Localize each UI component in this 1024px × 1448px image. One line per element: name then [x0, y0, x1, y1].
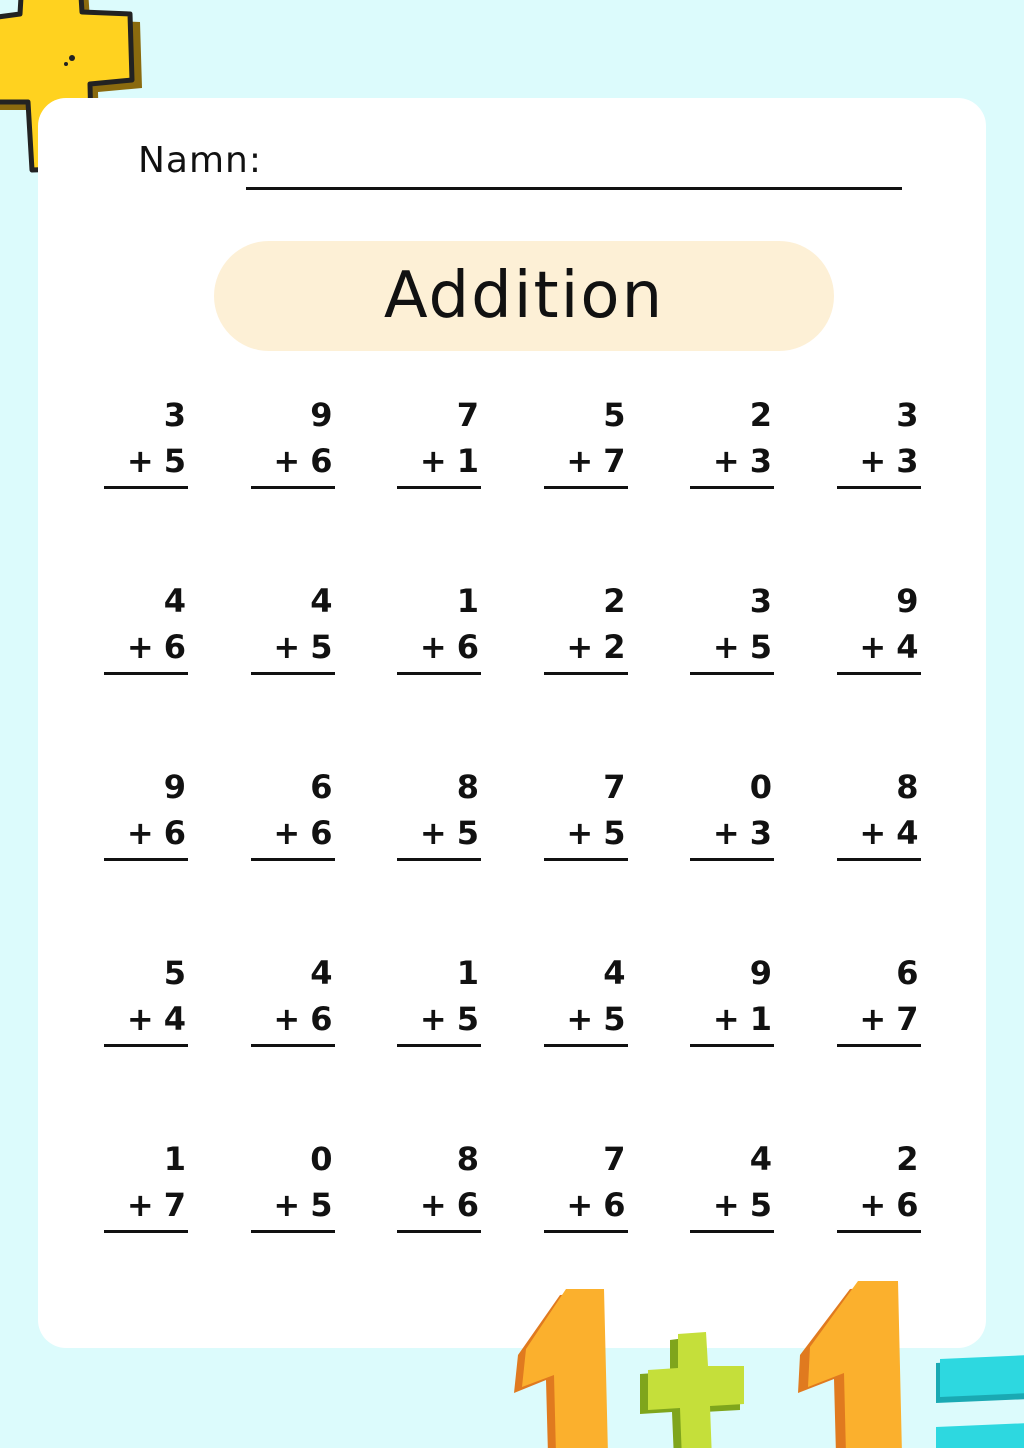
addition-problem [251, 950, 335, 1047]
answer-line[interactable] [544, 1044, 628, 1047]
answer-line[interactable] [837, 672, 921, 675]
answer-line[interactable] [251, 672, 335, 675]
plus-operator: + [566, 1000, 594, 1038]
plus-operator: + [566, 442, 594, 480]
plus-operator: + [126, 1186, 154, 1224]
first-addend: 6 [310, 768, 333, 806]
second-addend [690, 438, 774, 484]
addition-problem [544, 764, 628, 861]
first-addend: 9 [749, 954, 772, 992]
addend-value: 3 [749, 442, 772, 480]
addition-problem [544, 578, 628, 675]
plus-operator: + [859, 628, 887, 666]
addition-problem [251, 764, 335, 861]
addend-value: 5 [456, 1000, 479, 1038]
first-addend: 9 [896, 582, 919, 620]
addend-value: 4 [896, 628, 919, 666]
first-addend: 0 [749, 768, 772, 806]
first-addend: 7 [456, 396, 479, 434]
second-addend [544, 624, 628, 670]
first-addend: 6 [896, 954, 919, 992]
second-addend [544, 438, 628, 484]
first-addend: 4 [310, 954, 333, 992]
answer-line[interactable] [251, 1230, 335, 1233]
name-input-line[interactable] [246, 187, 902, 190]
second-addend [104, 624, 188, 670]
second-addend [837, 438, 921, 484]
answer-line[interactable] [837, 858, 921, 861]
second-addend [397, 810, 481, 856]
number-one-icon [790, 1275, 930, 1448]
addition-problem [690, 578, 774, 675]
addend-value: 6 [310, 1000, 333, 1038]
plus-operator: + [419, 442, 447, 480]
first-addend: 1 [456, 954, 479, 992]
second-addend [251, 1182, 335, 1228]
answer-line[interactable] [690, 858, 774, 861]
addition-problem [251, 392, 335, 489]
first-addend: 9 [310, 396, 333, 434]
title-banner [214, 241, 834, 351]
addition-problem [397, 578, 481, 675]
plus-operator: + [566, 814, 594, 852]
addend-value: 6 [603, 1186, 626, 1224]
addend-value: 5 [603, 814, 626, 852]
addend-value: 7 [163, 1186, 186, 1224]
second-addend [104, 996, 188, 1042]
addend-value: 5 [603, 1000, 626, 1038]
plus-operator: + [712, 1186, 740, 1224]
addition-problem [690, 392, 774, 489]
plus-operator: + [419, 814, 447, 852]
addend-value: 7 [603, 442, 626, 480]
first-addend: 8 [896, 768, 919, 806]
plus-operator: + [419, 1186, 447, 1224]
first-addend: 1 [456, 582, 479, 620]
plus-operator: + [126, 628, 154, 666]
first-addend: 2 [896, 1140, 919, 1178]
addend-value: 4 [163, 1000, 186, 1038]
addition-problem [544, 950, 628, 1047]
answer-line[interactable] [397, 672, 481, 675]
first-addend: 1 [163, 1140, 186, 1178]
second-addend [397, 624, 481, 670]
answer-line[interactable] [104, 672, 188, 675]
page-title: Addition [383, 259, 665, 333]
second-addend [104, 438, 188, 484]
first-addend: 4 [749, 1140, 772, 1178]
plus-operator: + [126, 442, 154, 480]
second-addend [104, 1182, 188, 1228]
addend-value: 5 [749, 1186, 772, 1224]
second-addend [251, 438, 335, 484]
first-addend: 8 [456, 768, 479, 806]
addition-problem [544, 1136, 628, 1233]
addend-value: 3 [749, 814, 772, 852]
addition-problem [690, 764, 774, 861]
second-addend [251, 810, 335, 856]
addition-problem [690, 1136, 774, 1233]
addend-value: 1 [456, 442, 479, 480]
name-row [138, 140, 262, 181]
answer-line[interactable] [544, 672, 628, 675]
second-addend [837, 996, 921, 1042]
addend-value: 4 [896, 814, 919, 852]
answer-line[interactable] [544, 486, 628, 489]
addition-problem [104, 764, 188, 861]
plus-operator: + [712, 442, 740, 480]
addend-value: 6 [310, 814, 333, 852]
answer-line[interactable] [397, 1044, 481, 1047]
addend-value: 7 [896, 1000, 919, 1038]
addition-problem [837, 578, 921, 675]
addition-problem [544, 392, 628, 489]
plus-operator: + [859, 814, 887, 852]
answer-line[interactable] [397, 486, 481, 489]
answer-line[interactable] [397, 1230, 481, 1233]
answer-line[interactable] [104, 486, 188, 489]
addend-value: 6 [456, 1186, 479, 1224]
answer-line[interactable] [690, 1230, 774, 1233]
name-label: Namn: [138, 140, 263, 181]
first-addend: 4 [163, 582, 186, 620]
answer-line[interactable] [104, 858, 188, 861]
second-addend [544, 996, 628, 1042]
second-addend [251, 624, 335, 670]
first-addend: 2 [749, 396, 772, 434]
addition-problem [397, 392, 481, 489]
first-addend: 7 [603, 768, 626, 806]
addition-problem [837, 950, 921, 1047]
addend-value: 3 [896, 442, 919, 480]
first-addend: 9 [163, 768, 186, 806]
second-addend [690, 1182, 774, 1228]
plus-operator: + [273, 628, 301, 666]
second-addend [837, 1182, 921, 1228]
first-addend: 5 [603, 396, 626, 434]
answer-line[interactable] [104, 1230, 188, 1233]
answer-line[interactable] [690, 486, 774, 489]
addend-value: 6 [163, 814, 186, 852]
plus-operator: + [712, 628, 740, 666]
addend-value: 6 [896, 1186, 919, 1224]
first-addend: 2 [603, 582, 626, 620]
plus-operator: + [273, 1000, 301, 1038]
addend-value: 5 [456, 814, 479, 852]
answer-line[interactable] [104, 1044, 188, 1047]
plus-operator: + [419, 628, 447, 666]
plus-operator: + [419, 1000, 447, 1038]
addend-value: 6 [456, 628, 479, 666]
second-addend [544, 1182, 628, 1228]
plus-operator: + [273, 814, 301, 852]
plus-sign-icon [640, 1330, 750, 1448]
addend-value: 5 [749, 628, 772, 666]
addition-problem [251, 578, 335, 675]
first-addend: 8 [456, 1140, 479, 1178]
first-addend: 0 [310, 1140, 333, 1178]
first-addend: 3 [896, 396, 919, 434]
second-addend [251, 996, 335, 1042]
first-addend: 4 [310, 582, 333, 620]
number-one-icon [500, 1285, 630, 1448]
second-addend [690, 810, 774, 856]
answer-line[interactable] [251, 486, 335, 489]
answer-line[interactable] [397, 858, 481, 861]
addition-problem [104, 950, 188, 1047]
addition-problem [690, 950, 774, 1047]
first-addend: 3 [749, 582, 772, 620]
addition-problem [251, 1136, 335, 1233]
second-addend [397, 1182, 481, 1228]
plus-operator: + [859, 1186, 887, 1224]
addition-problem [837, 764, 921, 861]
addition-problem [104, 578, 188, 675]
addition-problem [397, 950, 481, 1047]
first-addend: 5 [163, 954, 186, 992]
first-addend: 4 [603, 954, 626, 992]
addend-value: 6 [310, 442, 333, 480]
answer-line[interactable] [251, 1044, 335, 1047]
plus-operator: + [566, 628, 594, 666]
plus-operator: + [859, 442, 887, 480]
addition-problem [104, 1136, 188, 1233]
plus-operator: + [126, 814, 154, 852]
answer-line[interactable] [837, 1230, 921, 1233]
addition-problem [837, 1136, 921, 1233]
equals-sign-icon [930, 1355, 1024, 1448]
answer-line[interactable] [837, 486, 921, 489]
plus-operator: + [859, 1000, 887, 1038]
first-addend: 3 [163, 396, 186, 434]
second-addend [397, 996, 481, 1042]
addition-problem [837, 392, 921, 489]
addition-problem [104, 392, 188, 489]
plus-operator: + [126, 1000, 154, 1038]
addend-value: 2 [603, 628, 626, 666]
second-addend [837, 624, 921, 670]
answer-line[interactable] [251, 858, 335, 861]
plus-operator: + [273, 442, 301, 480]
answer-line[interactable] [837, 1044, 921, 1047]
plus-operator: + [566, 1186, 594, 1224]
answer-line[interactable] [690, 672, 774, 675]
first-addend: 7 [603, 1140, 626, 1178]
second-addend [837, 810, 921, 856]
addition-problem [397, 764, 481, 861]
answer-line[interactable] [690, 1044, 774, 1047]
second-addend [397, 438, 481, 484]
addend-value: 1 [749, 1000, 772, 1038]
addend-value: 5 [163, 442, 186, 480]
plus-operator: + [712, 1000, 740, 1038]
plus-operator: + [273, 1186, 301, 1224]
answer-line[interactable] [544, 858, 628, 861]
addend-value: 5 [310, 628, 333, 666]
answer-line[interactable] [544, 1230, 628, 1233]
addition-problem [397, 1136, 481, 1233]
second-addend [104, 810, 188, 856]
second-addend [690, 996, 774, 1042]
second-addend [544, 810, 628, 856]
second-addend [690, 624, 774, 670]
addend-value: 6 [163, 628, 186, 666]
plus-operator: + [712, 814, 740, 852]
addend-value: 5 [310, 1186, 333, 1224]
